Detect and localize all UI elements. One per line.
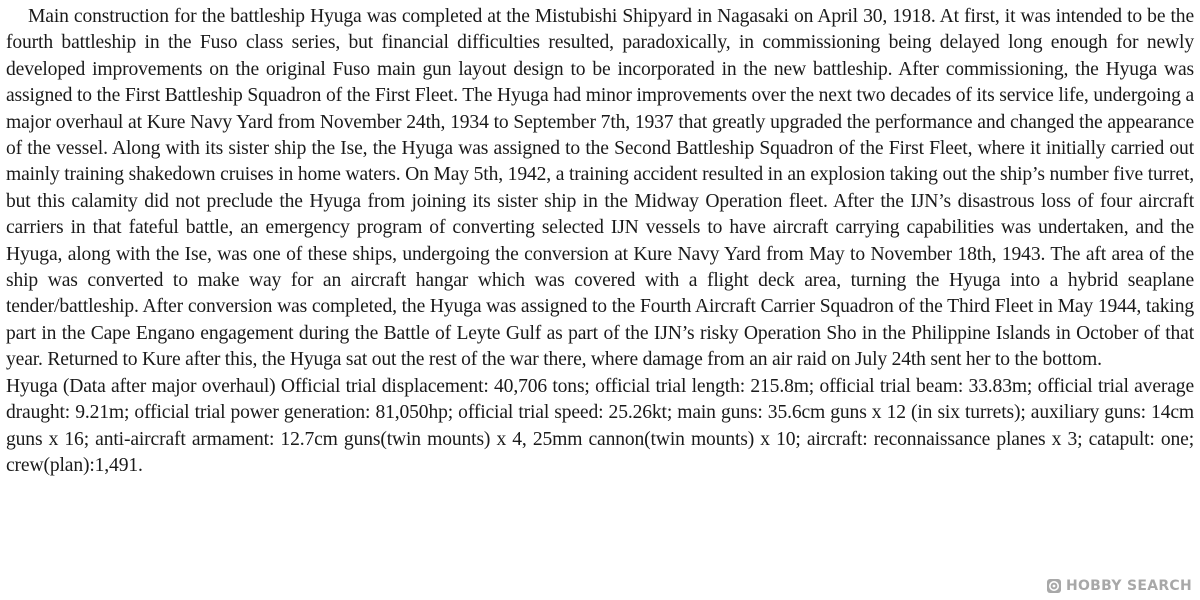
hobby-search-logo-icon <box>1046 578 1062 594</box>
history-paragraph: Main construction for the battleship Hyuga was completed at the Mistubishi Shipyard in Nagasaki on April 30, 1918. At first, it was intended to be the fourth battleship in the Fuso class series, but financial difficulties resulted, paradoxically, in commissioning being delayed long enough for newly developed improvements on the original Fuso main gun layout design to be incorporated in the new battleship. After commissioning, the Hyuga was assigned to the First Battleship Squadron of the First Fleet. The Hyuga had minor improvements over the next two decades of its service life, undergoing a major overhaul at Kure Navy Yard from November 24th, 1934 to September 7th, 1937 that greatly upgraded the performance and changed the appearance of the vessel. Along with its sister ship the Ise, the Hyuga was assigned to the Second Battleship Squadron of the First Fleet, where it initially carried out mainly training shakedown cruises in home waters. On May 5th, 1942, a training accident resulted in an explosion taking out the ship’s number five turret, but this calamity did not preclude the Hyuga from joining its sister ship in the Midway Operation fleet. After the IJN’s disastrous loss of four aircraft carriers in that fateful battle, an emergency program of converting selected IJN vessels to have aircraft carrying capabilities was undertaken, and the Hyuga, along with the Ise, was one of these ships, undergoing the conversion at Kure Navy Yard from May to November 18th, 1943. The aft area of the ship was converted to make way for an aircraft hangar which was covered with a flight deck area, turning the Hyuga into a hybrid seaplane tender/battleship. After conversion was completed, the Hyuga was assigned to the Fourth Aircraft Carrier Squadron of the Third Fleet in May 1944, taking part in the Cape Engano engagement during the Battle of Leyte Gulf as part of the IJN’s risky Operation Sho in the Philippine Islands in October of that year. Returned to Kure after this, the Hyuga sat out the rest of the war there, where damage from an air raid on July 24th sent her to the bottom. <box>6 6 1194 371</box>
document-body <box>6 4 1194 479</box>
watermark-text: HOBBY SEARCH <box>1065 578 1192 594</box>
hobby-search-watermark <box>1046 578 1192 594</box>
specifications-paragraph: Hyuga (Data after major overhaul) Official trial displacement: 40,706 tons; official trial length: 215.8m; official trial beam: 33.83m; official trial average draught: 9.21m; official trial power generation: 81,050hp; official trial speed: 25.26kt; main guns: 35.6cm guns x 12 (in six turrets); auxiliary guns: 14cm guns x 16; anti-aircraft armament: 12.7cm guns(twin mounts) x 4, 25mm cannon(twin mounts) x 10; aircraft: reconnaissance planes x 3; catapult: one; crew(plan):1,491. <box>6 375 1194 476</box>
